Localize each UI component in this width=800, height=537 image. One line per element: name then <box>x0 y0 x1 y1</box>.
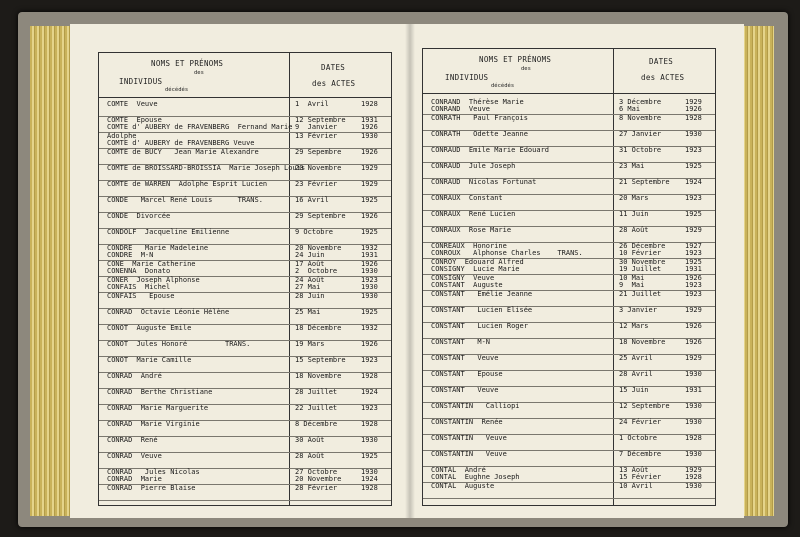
table-row <box>99 469 391 483</box>
entry-name: CONDE Marcel René Louis TRANS. <box>107 196 263 204</box>
entry-name: CONRAUX René Lucien <box>431 210 516 218</box>
entry-date-second: 24 Juin <box>295 251 325 259</box>
entry-date: 1 Octobre <box>619 434 657 442</box>
entry-date-second: 9 Janvier <box>295 123 338 131</box>
entry-name: COMTE Epouse <box>107 116 162 124</box>
entry-date: 29 Septembre <box>295 212 346 220</box>
entry-name: CONRATH Paul François <box>431 114 528 122</box>
table-row <box>423 291 715 305</box>
entry-year-second: 1926 <box>361 123 378 131</box>
table-row <box>99 373 391 387</box>
table-row <box>99 325 391 339</box>
entry-year: 1932 <box>361 244 378 252</box>
entry-name: COMTE de BROISSARD-BROISSIA Marie Joseph Louis <box>107 164 306 172</box>
gilt-page-edge-left <box>30 26 74 516</box>
table-row <box>99 245 391 259</box>
header-dates-actes: des ACTES <box>312 79 356 88</box>
entry-year: 1930 <box>685 370 702 378</box>
table-row <box>99 421 391 435</box>
entry-name: CONRAD Berthe Christiane <box>107 388 213 396</box>
entry-date-second: 2 Octobre <box>295 267 338 275</box>
entry-name: CONSTANTIN Renée <box>431 418 503 426</box>
entry-name: CONDOLF Jacqueline Emilienne <box>107 228 230 236</box>
entry-year: 1923 <box>361 404 378 412</box>
table-row <box>99 165 391 179</box>
entry-year: 1932 <box>361 324 378 332</box>
entry-year: 1923 <box>361 276 378 284</box>
entry-date-second: 19 Juillet <box>619 265 662 273</box>
entry-year: 1929 <box>685 98 702 106</box>
entry-name: CONE Marie Catherine <box>107 260 196 268</box>
entry-date: 13 Août <box>619 466 649 474</box>
entry-name: CONSTANT Veuve <box>431 354 499 362</box>
entry-name: CONRAD Veuve <box>107 452 162 460</box>
table-row <box>99 197 391 211</box>
entry-year: 1927 <box>685 242 702 250</box>
entry-date: 20 Novembre <box>295 244 342 252</box>
row-rule <box>423 498 715 499</box>
table-row <box>99 293 391 307</box>
table-row <box>423 323 715 337</box>
entry-name: CONSTANTIN Veuve <box>431 450 507 458</box>
entry-name: Adolphe <box>107 132 137 140</box>
entry-name-second: CONTAL Eughne Joseph <box>431 473 520 481</box>
entry-date: 28 Avril <box>619 370 653 378</box>
entry-name: CONRAD Jules Nicolas <box>107 468 200 476</box>
entry-year: 1931 <box>361 116 378 124</box>
entry-date-second: 27 Mai <box>295 283 321 291</box>
table-row <box>99 261 391 275</box>
entry-date: 23 Février <box>295 180 338 188</box>
entry-date: 12 Mars <box>619 322 649 330</box>
entry-name: COMTE de BUCY Jean Marie Alexandre <box>107 148 259 156</box>
book-gutter <box>405 24 415 518</box>
entry-date: 3 Janvier <box>619 306 657 314</box>
entry-name: CONRATH Odette Jeanne <box>431 130 528 138</box>
table-row <box>423 275 715 289</box>
entry-date: 28 Février <box>295 484 338 492</box>
entry-name: CONTAL André <box>431 466 486 474</box>
table-row <box>423 195 715 209</box>
entry-date: 21 Juillet <box>619 290 662 298</box>
entry-year: 1928 <box>361 420 378 428</box>
entry-year-second: 1926 <box>685 105 702 113</box>
entry-date: 12 Septembre <box>619 402 670 410</box>
entry-name: CONSTANT M-N <box>431 338 491 346</box>
entry-year: 1925 <box>685 162 702 170</box>
entry-year: 1929 <box>685 354 702 362</box>
table-row <box>99 405 391 419</box>
entry-date: 21 Septembre <box>619 178 670 186</box>
table-row <box>423 403 715 417</box>
table-row <box>423 451 715 465</box>
header-name-title: NOMS ET PRÉNOMS <box>151 59 224 68</box>
table-row <box>99 357 391 371</box>
entry-date: 13 Février <box>295 132 338 140</box>
entry-date-second: 9 Mai <box>619 281 645 289</box>
entry-year: 1931 <box>685 386 702 394</box>
entry-name: CONSTANT Epouse <box>431 370 503 378</box>
entry-name-second: CONROUX Alphonse Charles TRANS. <box>431 249 583 257</box>
entry-name: CONRAUX Rose Marie <box>431 226 512 234</box>
entry-year: 1925 <box>361 452 378 460</box>
entry-name: CONOT Auguste Emile <box>107 324 192 332</box>
table-row <box>423 99 715 113</box>
table-row <box>423 243 715 257</box>
rows-right <box>423 49 715 505</box>
entry-date: 20 Mars <box>619 194 649 202</box>
table-row <box>99 101 391 115</box>
entry-name: CONTAL Auguste <box>431 482 495 490</box>
entry-date: 31 Octobre <box>619 146 662 154</box>
table-row <box>99 149 391 163</box>
entry-date: 1 Avril <box>295 100 329 108</box>
entry-name: CONOT Jules Honoré TRANS. <box>107 340 251 348</box>
entry-name: CONRAUD Nicolas Fortunat <box>431 178 537 186</box>
table-row <box>423 131 715 145</box>
entry-date: 28 Août <box>295 452 325 460</box>
entry-date: 9 Octobre <box>295 228 333 236</box>
table-row <box>423 307 715 321</box>
entry-name-second: COMTE d' AUBERY de FRAVENBERG Fernand Marie <box>107 123 293 131</box>
table-row <box>99 213 391 227</box>
entry-date: 24 Août <box>295 276 325 284</box>
right-page <box>410 24 744 518</box>
entry-year-second: 1928 <box>685 473 702 481</box>
entry-name: CONRAD Marie Marguerite <box>107 404 209 412</box>
header-name-decedes: décédés <box>165 87 189 93</box>
header-name-des: des <box>194 70 204 76</box>
entry-year: 1924 <box>361 388 378 396</box>
entry-year-second: 1923 <box>685 249 702 257</box>
table-row <box>423 387 715 401</box>
gilt-page-edge-right <box>742 26 774 516</box>
entry-year: 1929 <box>361 180 378 188</box>
entry-date: 25 Mai <box>295 308 321 316</box>
table-row <box>99 485 391 499</box>
entry-name: CONRAD André <box>107 372 162 380</box>
entry-name-second: CONRAND Veuve <box>431 105 491 113</box>
entry-date: 15 Septembre <box>295 356 346 364</box>
entry-date: 27 Octobre <box>295 468 338 476</box>
entry-name: CONRAD Pierre Blaise <box>107 484 196 492</box>
entry-year: 1930 <box>361 468 378 476</box>
table-row <box>99 437 391 451</box>
rows-left <box>99 53 391 505</box>
entry-name: CONSTANTIN Veuve <box>431 434 507 442</box>
entry-name: CONRAD Marie Virginie <box>107 420 200 428</box>
entry-year: 1930 <box>685 482 702 490</box>
header-name-individus: INDIVIDUS <box>119 77 163 86</box>
entry-year: 1923 <box>685 146 702 154</box>
table-row <box>99 389 391 403</box>
entry-date: 11 Juin <box>619 210 649 218</box>
table-row <box>423 419 715 433</box>
entry-date-second: 20 Novembre <box>295 475 342 483</box>
entry-year: 1925 <box>685 210 702 218</box>
entry-year: 1925 <box>685 258 702 266</box>
entry-name: CONSIGNY Veuve <box>431 274 495 282</box>
entry-name: CONDRE Marie Madeleine <box>107 244 209 252</box>
entry-name: CONRAD Octavie Léonie Hélène <box>107 308 230 316</box>
entry-year-second: 1930 <box>361 283 378 291</box>
table-row <box>99 133 391 147</box>
entry-year-second: 1924 <box>361 475 378 483</box>
entry-name: CONREAUX Honorine <box>431 242 507 250</box>
entry-year: 1930 <box>685 130 702 138</box>
entry-date: 24 Février <box>619 418 662 426</box>
entry-year: 1926 <box>685 274 702 282</box>
entry-date: 26 Décembre <box>619 242 666 250</box>
entry-date: 18 Décembre <box>295 324 342 332</box>
table-row <box>423 163 715 177</box>
entry-date-second: 6 Mai <box>619 105 641 113</box>
entry-year: 1923 <box>685 194 702 202</box>
entry-year: 1926 <box>685 322 702 330</box>
entry-date: 27 Janvier <box>619 130 662 138</box>
entry-year-second: 1931 <box>361 251 378 259</box>
entry-year: 1930 <box>685 418 702 426</box>
entry-date: 28 Juillet <box>295 388 338 396</box>
entry-name: CONSTANT Veuve <box>431 386 499 394</box>
header-name-individus: INDIVIDUS <box>445 73 489 82</box>
table-row <box>99 277 391 291</box>
entry-date: 25 Avril <box>619 354 653 362</box>
entry-name-second: CONDRE M-N <box>107 251 154 259</box>
header-dates-title: DATES <box>321 63 346 72</box>
entry-name: CONSTANT Lucien Elisée <box>431 306 533 314</box>
entry-name-second: CONSTANT Auguste <box>431 281 503 289</box>
entry-year: 1929 <box>685 306 702 314</box>
entry-date: 7 Décembre <box>619 450 662 458</box>
entry-year: 1928 <box>685 434 702 442</box>
entry-date: 28 Juin <box>295 292 325 300</box>
entry-date: 20 Novembre <box>295 164 342 172</box>
entry-name-second: CONSIGNY Lucie Marie <box>431 265 520 273</box>
entry-year: 1930 <box>685 402 702 410</box>
left-page <box>70 24 410 518</box>
entry-name: CONOT Marie Camille <box>107 356 192 364</box>
entry-date: 18 Novembre <box>295 372 342 380</box>
entry-year: 1923 <box>361 356 378 364</box>
entry-name: CONFAIS Epouse <box>107 292 175 300</box>
entry-name: CONROY Edouard Alfred <box>431 258 524 266</box>
entry-year: 1928 <box>361 484 378 492</box>
entry-name: CONRAND Thérèse Marie <box>431 98 524 106</box>
table-row <box>99 341 391 355</box>
entry-date: 12 Septembre <box>295 116 346 124</box>
table-row <box>423 355 715 369</box>
entry-year: 1928 <box>685 114 702 122</box>
table-row <box>99 117 391 131</box>
entry-year: 1930 <box>361 132 378 140</box>
register-table-right <box>422 48 716 506</box>
entry-name: CONSTANT Emélie Jeanne <box>431 290 533 298</box>
entry-name-second: CONENNA Donato <box>107 267 171 275</box>
table-row <box>99 309 391 323</box>
table-row <box>99 453 391 467</box>
entry-name: CONRAUD Jule Joseph <box>431 162 516 170</box>
entry-date: 22 Juillet <box>295 404 338 412</box>
entry-name: CONER Joseph Alphonse <box>107 276 200 284</box>
table-row <box>423 371 715 385</box>
entry-date: 30 Août <box>295 436 325 444</box>
entry-year: 1925 <box>361 308 378 316</box>
entry-date: 10 Mai <box>619 274 645 282</box>
header-name-title: NOMS ET PRÉNOMS <box>479 55 552 64</box>
entry-date-second: 15 Février <box>619 473 662 481</box>
entry-name-second: COMTE d' AUBERY de FRAVENBERG Veuve <box>107 139 255 147</box>
table-row <box>99 229 391 243</box>
header-name-decedes: décédés <box>491 83 515 89</box>
register-table-left <box>98 52 392 506</box>
table-row <box>423 259 715 273</box>
entry-name: CONRAUD Emile Marie Edouard <box>431 146 550 154</box>
entry-year: 1926 <box>685 338 702 346</box>
table-row <box>423 227 715 241</box>
entry-date: 30 Novembre <box>619 258 666 266</box>
entry-year-second: 1931 <box>685 265 702 273</box>
entry-date: 17 Août <box>295 260 325 268</box>
entry-date: 29 Sepembre <box>295 148 342 156</box>
table-row <box>423 147 715 161</box>
table-row <box>423 339 715 353</box>
entry-date: 18 Novembre <box>619 338 666 346</box>
entry-year: 1925 <box>361 196 378 204</box>
entry-date: 8 Décembre <box>295 420 338 428</box>
entry-date-second: 10 Février <box>619 249 662 257</box>
table-row <box>423 211 715 225</box>
entry-year: 1928 <box>361 372 378 380</box>
entry-year: 1926 <box>361 340 378 348</box>
entry-year: 1926 <box>361 212 378 220</box>
entry-name: COMTE Veuve <box>107 100 158 108</box>
entry-year: 1928 <box>361 100 378 108</box>
entry-name: CONRAD René <box>107 436 158 444</box>
entry-date: 3 Décembre <box>619 98 662 106</box>
header-dates-actes: des ACTES <box>641 73 685 82</box>
entry-date: 28 Août <box>619 226 649 234</box>
entry-year: 1929 <box>685 226 702 234</box>
entry-year: 1926 <box>361 260 378 268</box>
entry-name: CONSTANTIN Calliopi <box>431 402 520 410</box>
table-row <box>423 435 715 449</box>
entry-name-second: CONFAIS Michel <box>107 283 171 291</box>
entry-year: 1929 <box>685 466 702 474</box>
entry-date: 8 Novembre <box>619 114 662 122</box>
entry-year-second: 1923 <box>685 281 702 289</box>
table-row <box>423 179 715 193</box>
entry-name: CONDE Divorcée <box>107 212 171 220</box>
entry-date: 15 Juin <box>619 386 649 394</box>
entry-year: 1925 <box>361 228 378 236</box>
entry-name-second: CONRAD Marie <box>107 475 162 483</box>
entry-year: 1930 <box>685 450 702 458</box>
entry-date: 23 Mai <box>619 162 645 170</box>
entry-year: 1926 <box>361 148 378 156</box>
entry-name: CONSTANT Lucien Roger <box>431 322 528 330</box>
table-row <box>423 115 715 129</box>
entry-year: 1930 <box>361 292 378 300</box>
entry-date: 10 Avril <box>619 482 653 490</box>
entry-year: 1929 <box>361 164 378 172</box>
entry-year: 1930 <box>361 436 378 444</box>
header-name-des: des <box>521 66 531 72</box>
table-row <box>423 483 715 497</box>
entry-year-second: 1930 <box>361 267 378 275</box>
row-rule <box>99 500 391 501</box>
table-row <box>99 181 391 195</box>
entry-date: 19 Mars <box>295 340 325 348</box>
entry-date: 16 Avril <box>295 196 329 204</box>
entry-year: 1924 <box>685 178 702 186</box>
header-dates-title: DATES <box>649 57 674 66</box>
entry-name: CONRAUX Constant <box>431 194 503 202</box>
table-row <box>423 467 715 481</box>
entry-name: COMTE de WARREN Adolphe Esprit Lucien <box>107 180 268 188</box>
entry-year: 1923 <box>685 290 702 298</box>
